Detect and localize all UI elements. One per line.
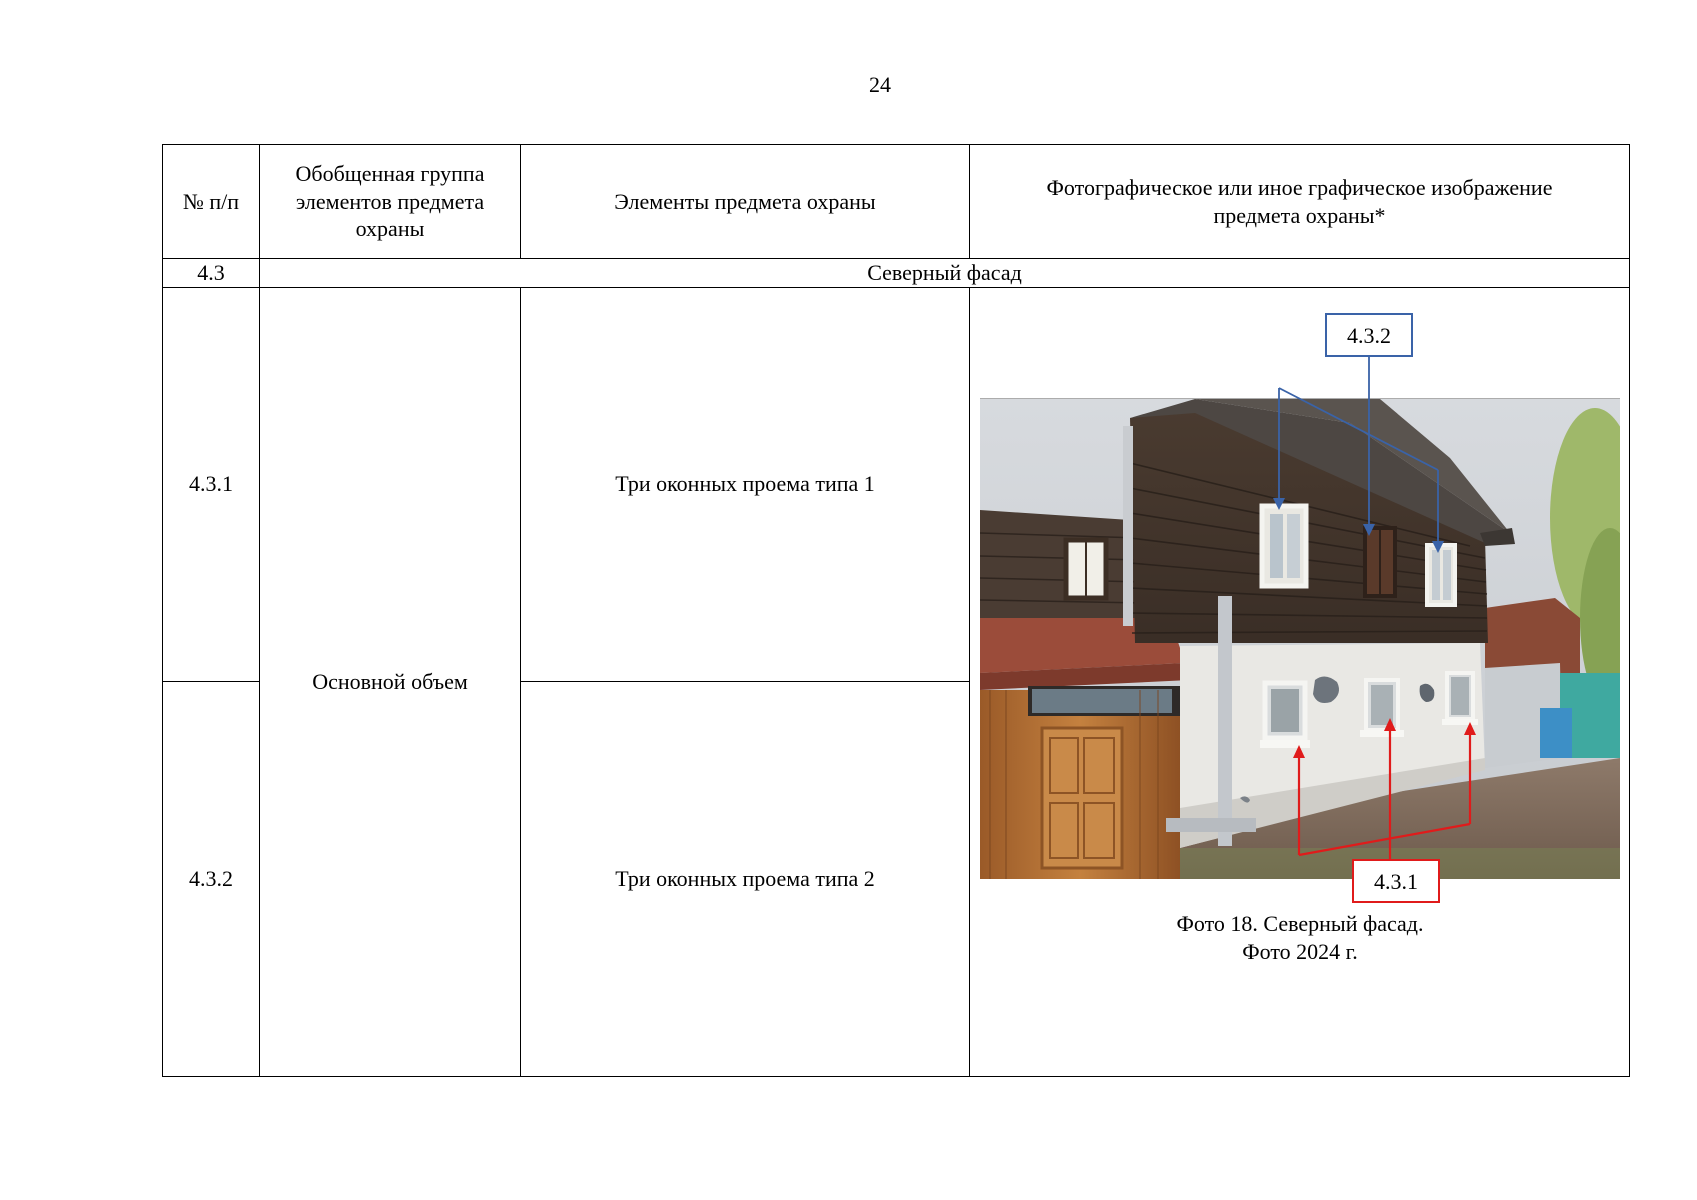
header-row: [163, 145, 1630, 259]
header-elements: Элементы предмета охраны: [521, 145, 970, 259]
header-num: № п/п: [163, 145, 260, 259]
row-num-2: 4.3.2: [163, 681, 260, 1076]
section-title: Северный фасад: [260, 259, 1630, 288]
group-name: Основной объем: [260, 287, 521, 1076]
header-group: [260, 145, 521, 259]
row-element-2: Три оконных проема типа 2: [521, 681, 970, 1076]
photo-cell: [970, 287, 1630, 1076]
header-group-text: Обобщенная группа элементов предмета охраны: [295, 161, 485, 242]
header-image: [970, 145, 1630, 259]
row-element-1: Три оконных проема типа 1: [521, 287, 970, 681]
header-image-text: Фотографическое или иное графическое изображение предмета охраны*: [1046, 175, 1553, 228]
callout-upper: 4.3.2: [1325, 313, 1413, 357]
row-num-1: 4.3.1: [163, 287, 260, 681]
caption-line-2: Фото 2024 г.: [1242, 938, 1358, 964]
figure: [980, 288, 1620, 1077]
protection-table: [162, 144, 1630, 1077]
callout-lower: 4.3.1: [1352, 859, 1440, 903]
table-row: [163, 287, 1630, 681]
section-num: 4.3: [163, 259, 260, 288]
page-number: 24: [869, 72, 891, 97]
figure-caption: [980, 910, 1620, 966]
section-row: [163, 259, 1630, 288]
caption-line-1: Фото 18. Северный фасад.: [1176, 910, 1424, 936]
